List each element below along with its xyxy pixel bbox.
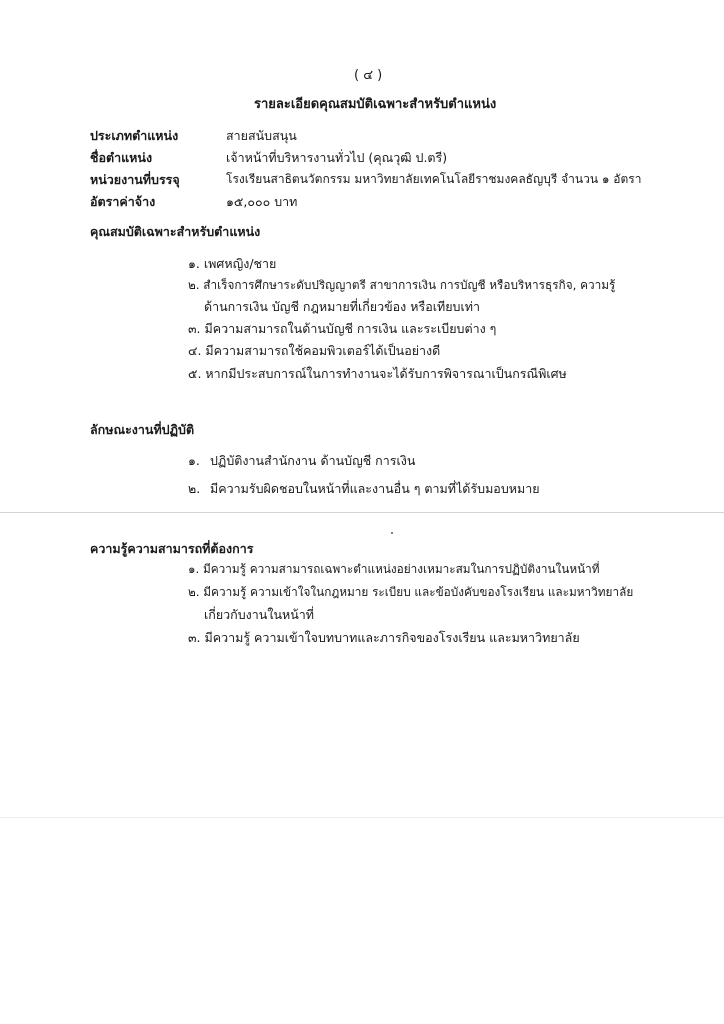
info-label-unit: หน่วยงานที่บรรจุ (90, 172, 180, 187)
duty-item-2-text: มีความรับผิดชอบในหน้าที่และงานอื่น ๆ ตามที่ได้รับมอบหมาย (210, 481, 540, 496)
page-title: รายละเอียดคุณสมบัติเฉพาะสำหรับตำแหน่ง (254, 97, 497, 112)
duty-item-1-number: ๑. (188, 453, 200, 468)
info-label-position-name: ชื่อตำแหน่ง (90, 150, 153, 165)
knowledge-item-2: ๒. มีความรู้ ความเข้าใจในกฎหมาย ระเบียบ และข้อบังคับของโรงเรียน และมหาวิทยาลัย (188, 585, 634, 599)
duty-item-2-number: ๒. (188, 481, 201, 496)
knowledge-item-2-continued: เกี่ยวกับงานในหน้าที่ (204, 607, 315, 622)
duties-heading: ลักษณะงานที่ปฏิบัติ (90, 422, 195, 437)
info-label-position-type: ประเภทตำแหน่ง (90, 128, 179, 143)
qualification-item-3: ๓. มีความสามารถในด้านบัญชี การเงิน และระเบียบต่าง ๆ (188, 321, 497, 336)
qualification-item-5: ๕. หากมีประสบการณ์ในการทำงานจะได้รับการพิจารณาเป็นกรณีพิเศษ (188, 366, 567, 381)
scan-faint-line (0, 817, 724, 818)
info-value-unit: โรงเรียนสาธิตนวัตกรรม มหาวิทยาลัยเทคโนโลยีราชมงคลธัญบุรี จำนวน ๑ อัตรา (226, 172, 642, 186)
knowledge-heading: ความรู้ความสามารถที่ต้องการ (90, 541, 254, 556)
knowledge-item-3: ๓. มีความรู้ ความเข้าใจบทบาทและภารกิจของโรงเรียน และมหาวิทยาลัย (188, 630, 580, 645)
qualification-item-4: ๔. มีความสามารถใช้คอมพิวเตอร์ได้เป็นอย่างดี (188, 343, 441, 358)
info-value-position-name: เจ้าหน้าที่บริหารงานทั่วไป (คุณวุฒิ ป.ตรี) (226, 150, 448, 165)
duty-item-1-text: ปฏิบัติงานสำนักงาน ด้านบัญชี การเงิน (210, 453, 416, 468)
page-number: ( ๔ ) (354, 68, 383, 83)
info-value-salary: ๑๕,๐๐๐ บาท (226, 194, 298, 209)
info-value-position-type: สายสนับสนุน (226, 128, 297, 143)
scan-divider-line (0, 512, 724, 513)
info-label-salary: อัตราค่าจ้าง (90, 194, 156, 209)
qualification-item-1: ๑. เพศหญิง/ชาย (188, 256, 277, 271)
qualification-item-2: ๒. สำเร็จการศึกษาระดับปริญญาตรี สาขาการเงิน การบัญชี หรือบริหารธุรกิจ, ความรู้ (188, 278, 616, 292)
qualification-item-2-continued: ด้านการเงิน บัญชี กฎหมายที่เกี่ยวข้อง หรือเทียบเท่า (204, 299, 481, 314)
scan-speck (391, 532, 393, 534)
knowledge-item-1: ๑. มีความรู้ ความสามารถเฉพาะตำแหน่งอย่างเหมาะสมในการปฏิบัติงานในหน้าที่ (188, 562, 600, 576)
qualifications-heading: คุณสมบัติเฉพาะสำหรับตำแหน่ง (90, 224, 261, 239)
